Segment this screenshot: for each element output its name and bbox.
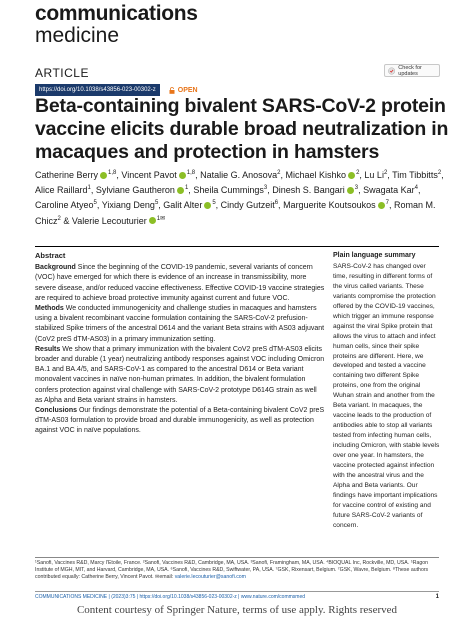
affiliation-marker: 4	[414, 185, 418, 192]
author-name[interactable]: Cindy Gutzeit	[220, 200, 275, 211]
author-name[interactable]: Natalie G. Anosova	[200, 170, 278, 180]
author	[193, 185, 272, 195]
methods-text: We conducted immunogenicity and challenge studies in macaques and hamsters using a bivalent recombinant vaccine formulation containing the SARS-CoV-2 prefusion-stabilized Spike trimers of the ancestral D614 and the variant Beta strains with AS03 adjuvant (CoV2 preS dTM-AS03) in a primary immunization setting.	[35, 305, 325, 343]
author	[363, 185, 420, 195]
author	[221, 200, 283, 210]
author-name[interactable]: Alice Raillard	[35, 185, 88, 196]
author	[96, 185, 193, 195]
section-divider	[35, 246, 439, 247]
plain-summary-heading: Plain language summary	[333, 252, 416, 259]
author-separator: ,	[358, 185, 364, 196]
affiliations-text: ¹Sanofi, Vaccines R&D, Marcy l'Etoile, France. ²Sanofi, Vaccines R&D, Cambridge, MA, USA. ³Sanofi, Framingham, MA, USA. ⁴BIOQUAL Inc, Rockville, MD, USA. ⁵Ragon Institute of MGH, MIT, and Harvard, Cambridge, MA, USA. ⁶Sanofi, Vaccines R&D, Swiftwater, PA, USA. ⁷GSK, Rixensart, Belgium. ⁷GSK, Wavre, Belgium. ⁸These authors contributed equally: Catherine Berry, Vincent Pavot. ✉email:	[35, 560, 429, 580]
author-separator: ,	[388, 200, 394, 211]
doi-link[interactable]: https://doi.org/10.1038/s43856-023-00302-z	[35, 84, 160, 96]
author	[102, 200, 164, 210]
footer-divider	[35, 591, 439, 592]
author-name[interactable]: Caroline Atyeo	[35, 200, 94, 211]
abstract-heading: Abstract	[35, 251, 66, 260]
affiliation-marker: 2	[57, 215, 61, 222]
author-name[interactable]: Catherine Berry	[35, 170, 99, 180]
page-number: 1	[435, 594, 439, 600]
author-name[interactable]: Tim Tibbitts	[392, 170, 438, 180]
author-separator: ,	[90, 185, 96, 196]
author-separator: ,	[96, 200, 102, 211]
author-name[interactable]: Roman M. Chicz	[35, 200, 436, 226]
plain-summary-text: SARS-CoV-2 has changed over time, resulting in different forms of the virus called variants. These variants compromise the protection offered by the COVID-19 vaccines, which trigger an immune response against the viral Spike protein that allows the virus to attach and infect human cells, since their spike proteins are different. Here, we developed and tested a vaccine containing two different Spike proteins, one from the original Wuhan strain and another from the Beta variant. In macaques, the vaccine leads to the production of antibodies able to stop all variants tested from infecting human cells, including Omicron, with stable levels over one year. In hamsters, the vaccine protected against infection with the ancestral virus and the Alpha and Beta variants. Our findings have important implications for vaccine control of existing and future SARS-CoV-2 variants of concern.	[333, 262, 440, 529]
affiliation-marker: 2	[437, 170, 442, 176]
affiliation-marker: 2	[356, 170, 360, 176]
affiliation-marker: 3	[263, 185, 268, 192]
footnote-divider	[35, 557, 439, 558]
results-label: Results	[35, 345, 61, 353]
author-separator: ,	[158, 200, 164, 211]
author-separator: ,	[387, 170, 393, 180]
orcid-icon[interactable]	[177, 187, 184, 194]
plain-language-summary	[333, 251, 441, 531]
author	[392, 170, 444, 180]
author-name[interactable]: Vincent Pavot	[121, 170, 177, 180]
affiliation-marker: 3	[354, 185, 359, 192]
corresponding-email-link[interactable]: valerie.lecouturier@sanofi.com	[174, 574, 246, 580]
affiliation-marker: 1	[184, 185, 189, 192]
author-name[interactable]: Galit Alter	[163, 200, 203, 211]
affiliation-marker: 1,8	[108, 170, 117, 176]
background-text: Since the beginning of the COVID-19 pandemic, several variants of concern (VOC) have emerged for which there is evidence of an increase in transmissibility, more severe disease, and/or reduced vaccine effectiveness. Effective COVID-19 vaccine strategies are required to achieve broad protective immunity against current and future VOC.	[35, 264, 325, 302]
orcid-icon[interactable]	[348, 172, 355, 179]
check-updates-icon	[388, 67, 395, 75]
orcid-icon[interactable]	[100, 172, 107, 179]
author	[163, 200, 220, 210]
author	[72, 216, 165, 226]
email-icon[interactable]: ✉	[160, 215, 166, 222]
author-separator: ,	[195, 170, 201, 180]
author	[272, 185, 363, 195]
author	[121, 170, 200, 180]
author-separator: ,	[267, 185, 273, 196]
author-separator: ,	[280, 170, 286, 180]
author-name[interactable]: Yixiang Deng	[101, 200, 155, 211]
check-updates-button[interactable]	[384, 64, 440, 77]
author-name[interactable]: Swagata Kar	[363, 185, 415, 196]
author	[35, 170, 121, 180]
author-separator: ,	[359, 170, 365, 180]
orcid-icon[interactable]	[347, 187, 354, 194]
author	[364, 170, 392, 180]
author-name[interactable]: Valerie Lecouturier	[71, 215, 147, 226]
orcid-icon[interactable]	[179, 172, 186, 179]
open-access-badge	[169, 87, 198, 94]
open-lock-icon	[169, 87, 175, 94]
affiliation-marker: 1	[87, 185, 91, 192]
author-separator: ,	[215, 200, 221, 211]
author-list	[35, 167, 445, 228]
author-name[interactable]: Dinesh S. Bangari	[272, 185, 345, 196]
author-name[interactable]: Michael Kishko	[285, 170, 347, 180]
check-updates-label: Check for updates	[398, 64, 422, 77]
author	[35, 185, 96, 195]
abstract-background	[35, 263, 325, 304]
orcid-icon[interactable]	[378, 202, 385, 209]
affiliation-marker: 7	[385, 200, 389, 207]
author-name[interactable]: Marguerite Koutsoukos	[283, 200, 376, 211]
courtesy-notice: Content courtesy of Springer Nature, terms of use apply. Rights reserved	[76, 604, 398, 616]
orcid-icon[interactable]	[149, 217, 156, 224]
footer-citation[interactable]: COMMUNICATIONS MEDICINE | (2023)3:75 | https://doi.org/10.1038/s43856-023-00302-z | www.nature.com/commsmed	[35, 594, 306, 600]
conclusions-label: Conclusions	[35, 407, 78, 415]
author	[286, 170, 365, 180]
journal-name-line2: medicine	[35, 24, 120, 47]
article-title: Beta-containing bivalent SARS-CoV-2 protein vaccine elicits durable broad neutralization in macaques and protection in hamsters	[35, 95, 449, 163]
abstract-methods	[35, 304, 325, 345]
author	[35, 200, 102, 210]
author-separator: ,	[278, 200, 284, 211]
journal-logo[interactable]	[35, 3, 198, 46]
methods-label: Methods	[35, 305, 64, 313]
affiliation-marker: 5	[93, 200, 97, 207]
author-name[interactable]: Sheila Cummings	[193, 185, 264, 196]
affiliation-marker: 6	[274, 200, 279, 207]
orcid-icon[interactable]	[204, 202, 211, 209]
background-label: Background	[35, 264, 76, 272]
author-separator: ,	[441, 170, 444, 180]
open-label: OPEN	[177, 86, 198, 94]
affiliation-marker: 1	[156, 215, 161, 222]
abstract-results	[35, 345, 325, 406]
author-name[interactable]: Lu Li	[364, 170, 384, 180]
affiliation-marker: 2	[277, 170, 281, 176]
affiliation-marker: 5	[154, 200, 159, 207]
results-text: We show that a primary immunization with the bivalent CoV2 preS dTM-AS03 elicits broader and durable (1 year) neutralizing antibody responses against VOC including Omicron BA.1 and BA.4/5, and SARS-CoV-1 as compared to the ancestral D614 or Beta variant monovalent vaccines in naïve non-human primates. In addition, the bivalent formulation confers protection against viral challenge with SARS-CoV-2 prototype D614G strain as well as Alpha and Beta variant strains in hamsters.	[35, 345, 325, 404]
page-footer	[35, 594, 439, 602]
author-separator: ,	[116, 170, 122, 180]
affiliation-marker: 1,8	[186, 170, 196, 176]
author	[200, 170, 285, 180]
conclusions-text: Our findings demonstrate the potential of a Beta-containing bivalent CoV2 preS dTM-AS03 formulation to provide broad and durable immunogenicity, as well as protection against VOC in naïve populations.	[35, 407, 325, 435]
abstract-conclusions	[35, 406, 325, 437]
author-separator: ,	[417, 185, 421, 196]
affiliations-footnote	[35, 560, 439, 581]
author-separator: ,	[188, 185, 194, 196]
author-separator: &	[60, 215, 72, 226]
author	[283, 200, 394, 210]
journal-name-line1: communications	[35, 2, 198, 25]
section-label: ARTICLE	[35, 66, 89, 80]
affiliation-marker: 2	[383, 170, 388, 176]
abstract	[35, 251, 325, 437]
author-name[interactable]: Sylviane Gautheron	[95, 185, 175, 196]
affiliation-marker: 5	[212, 200, 216, 207]
